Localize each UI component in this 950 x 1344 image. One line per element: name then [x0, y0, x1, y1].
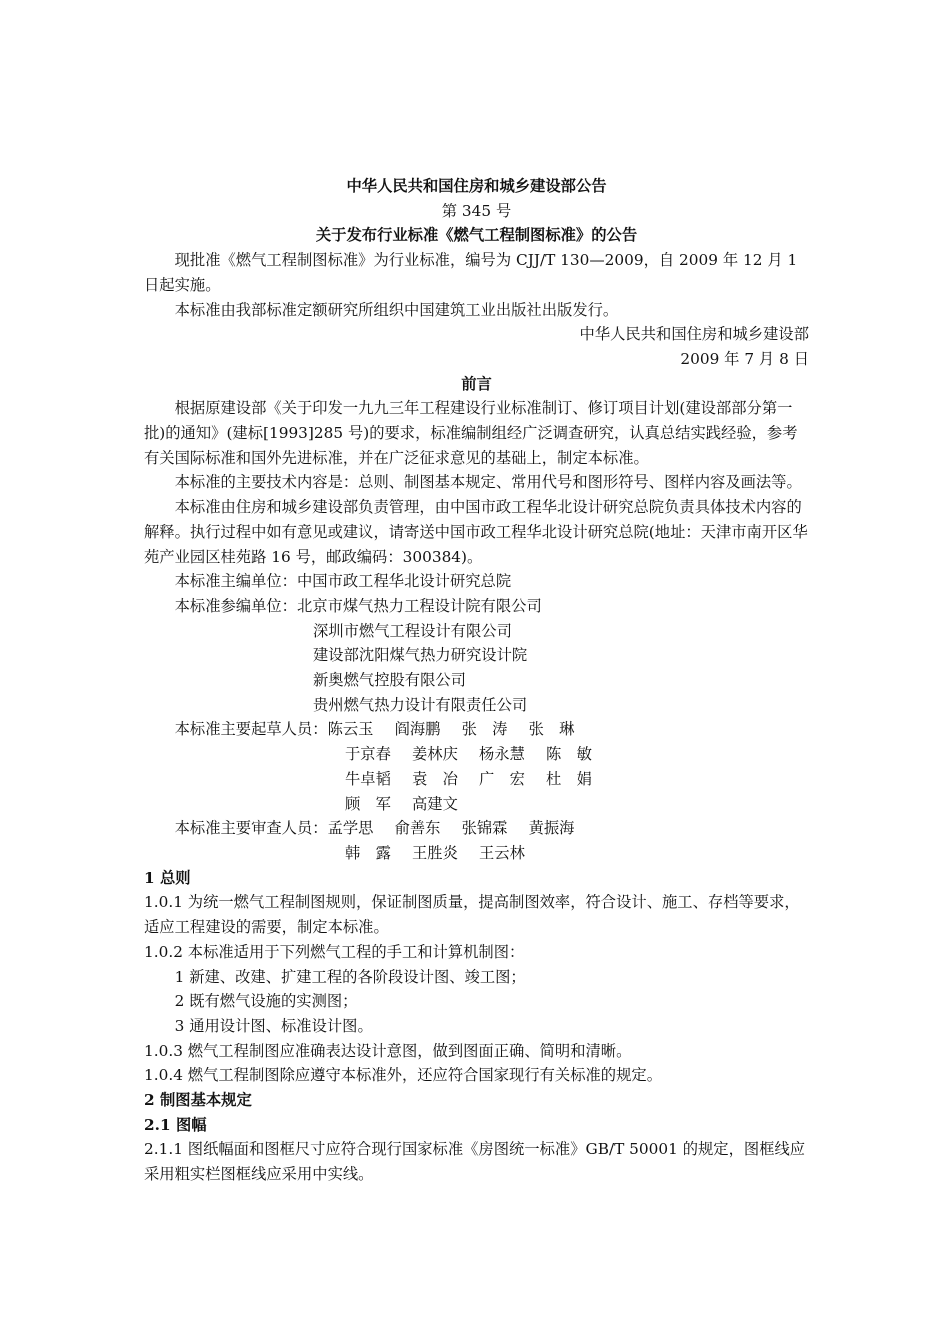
drafter-name: 杨永慧: [479, 745, 525, 764]
drafters-names: [328, 717, 596, 742]
participant-unit: 建设部沈阳煤气热力研究设计院: [313, 646, 528, 665]
clause-2-1-1: 2.1.1 图纸幅面和图框尺寸应符合现行国家标准《房图统一标准》GB/T 50001 的规定，图框线应采用粗实栏图框线应采用中实线。: [144, 1140, 806, 1184]
preface-para-3: 本标准由住房和城乡建设部负责管理，由中国市政工程华北设计研究总院负责具体技术内容的解释。执行过程中如有意见或建议，请寄送中国市政工程华北设计研究总院(地址：天津市南开区华苑产业园区桂苑路 16 号，邮政编码：300384)。: [144, 498, 808, 566]
chapter-2-heading: 2 制图基本规定: [144, 1091, 252, 1110]
preface-para-1: 根据原建设部《关于印发一九九三年工程建设行业标准制订、修订项目计划(建设部部分第一批)的通知》(建标[1993]285 号)的要求，标准编制组经广泛调查研究，认真总结实践经验，参考有关国际标准和国外先进标准，并在广泛征求意见的基础上，制定本标准。: [144, 399, 798, 467]
reviewer-name: 王胜炎: [412, 843, 458, 862]
reviewer-name: 孟学思: [327, 819, 374, 838]
drafter-name: 张 涛: [461, 720, 508, 739]
drafter-name: 牛卓韬: [345, 769, 391, 788]
announcement-number: 第 345 号: [441, 201, 512, 220]
reviewers-names: [144, 841, 809, 866]
reviewer-name: 黄振海: [528, 819, 575, 838]
clause-1-0-4: 1.0.4 燃气工程制图除应遵守本标准外，还应符合国家现行有关标准的规定。: [144, 1066, 662, 1085]
section-2-1-heading: 2.1 图幅: [144, 1115, 207, 1134]
drafter-name: 张 琳: [528, 720, 575, 739]
list-item: 3 通用设计图、标准设计图。: [174, 1016, 373, 1035]
list-item: 1 新建、改建、扩建工程的各阶段设计图、竣工图；: [174, 967, 526, 986]
signature-org: 中华人民共和国住房和城乡建设部: [579, 325, 809, 344]
drafters-names: [144, 792, 809, 817]
participant-unit: 深圳市燃气工程设计有限公司: [313, 621, 512, 640]
drafters-label: 本标准主要起草人员：: [174, 720, 328, 739]
reviewer-name: 韩 露: [345, 843, 391, 862]
drafter-name: 杜 娟: [546, 769, 592, 788]
participant-unit: 北京市煤气热力工程设计院有限公司: [296, 596, 542, 615]
reviewer-name: 王云林: [479, 843, 525, 862]
drafter-name: 陈 敏: [546, 745, 592, 764]
chief-unit-label: 本标准主编单位：: [174, 572, 297, 591]
clause-1-0-2: 1.0.2 本标准适用于下列燃气工程的手工和计算机制图：: [144, 942, 525, 961]
drafter-name: 陈云玉: [327, 720, 374, 739]
announcement-para-2: 本标准由我部标准定额研究所组织中国建筑工业出版社出版发行。: [174, 300, 619, 319]
reviewers-names: [328, 816, 596, 841]
drafter-name: 广 宏: [479, 769, 525, 788]
participant-unit: 新奥燃气控股有限公司: [313, 671, 466, 690]
participant-unit-row: [144, 594, 809, 619]
chapter-1-heading: 1 总则: [144, 868, 191, 887]
reviewers-row: [144, 816, 809, 841]
reviewer-name: 俞善东: [394, 819, 441, 838]
preface-para-2: 本标准的主要技术内容是：总则、制图基本规定、常用代号和图形符号、图样内容及画法等。: [174, 473, 802, 492]
drafters-names: [144, 767, 809, 792]
drafters-names: [144, 742, 809, 767]
announcement-title: 关于发布行业标准《燃气工程制图标准》的公告: [315, 226, 638, 245]
document-page: [144, 174, 809, 1187]
announcement-issuer: 中华人民共和国住房和城乡建设部公告: [346, 177, 607, 195]
chief-unit-row: [144, 569, 809, 594]
clause-1-0-1: 1.0.1 为统一燃气工程制图规则，保证制图质量，提高制图效率，符合设计、施工、存档等要求，适应工程建设的需要，制定本标准。: [144, 893, 800, 937]
drafter-name: 袁 冶: [412, 769, 458, 788]
clause-1-0-3: 1.0.3 燃气工程制图应准确表达设计意图，做到图面正确、简明和清晰。: [144, 1041, 632, 1060]
drafter-name: 姜林庆: [412, 745, 458, 764]
drafter-name: 高建文: [412, 794, 458, 813]
drafter-name: 于京春: [345, 745, 391, 764]
announcement-para-1: 现批准《燃气工程制图标准》为行业标准，编号为 CJJ/T 130—2009，自 2009 年 12 月 1 日起实施。: [144, 251, 798, 294]
participant-unit: 贵州燃气热力设计有限责任公司: [313, 695, 528, 714]
reviewer-name: 张锦霖: [461, 819, 508, 838]
drafters-row: [144, 717, 809, 742]
list-item: 2 既有燃气设施的实测图；: [174, 992, 358, 1011]
preface-heading: 前言: [461, 374, 492, 393]
signature-date: 2009 年 7 月 8 日: [680, 349, 809, 368]
participant-unit-label: 本标准参编单位：: [174, 596, 297, 615]
reviewers-label: 本标准主要审查人员：: [174, 819, 328, 838]
chief-unit-value: 中国市政工程华北设计研究总院: [296, 572, 512, 591]
drafter-name: 顾 军: [345, 794, 391, 813]
drafter-name: 阎海鹏: [394, 720, 441, 739]
